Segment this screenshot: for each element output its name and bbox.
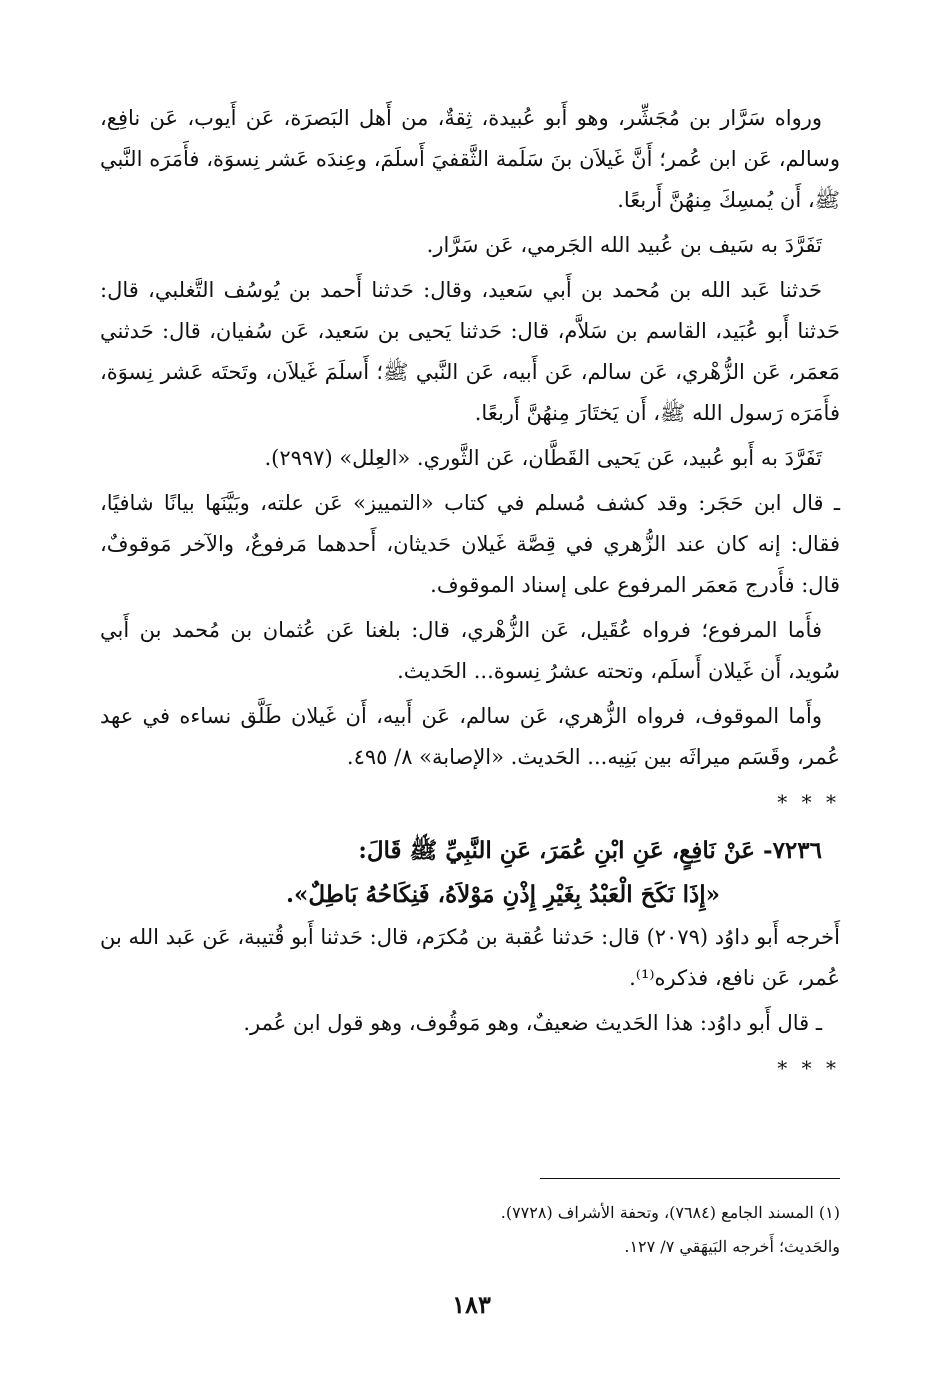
footnotes — [100, 1196, 840, 1264]
main-text — [100, 98, 840, 1095]
paragraph-ibn-hajar: ـ قال ابن حَجَر: وقد كشف مُسلم في كتاب «التمييز» عَن علته، وبَيَّنَها بيانًا شافيًا، فقال: إنه كان عند الزُّهري في قِصَّة غَيلان حَديثان، أَحدهما مَرفوعٌ، والآخر مَوقوفٌ، قال: فأَدرج مَعمَر المرفوع على إسناد الموقوف. — [100, 491, 840, 597]
paragraph-marfu: فأَما المرفوع؛ فرواه عُقَيل، عَن الزُّهْري، قال: بلغنا عَن عُثمان بن مُحمد بن أَبي سُويد، أَن غَيلان أَسلَم، وتحته عشرُ نِسوة... الحَديث. — [100, 618, 840, 683]
hadith-header: ٧٢٣٦- عَنْ نَافِعٍ، عَنِ ابْنِ عُمَرَ، عَنِ النَّبِيِّ ﷺ قَالَ: — [358, 837, 822, 864]
paragraph-tafarrad-abu-ubayd: تَفَرَّدَ به أَبو عُبيد، عَن يَحيى القَطَّان، عَن الثَّوري. «العِلل» (٢٩٩٧). — [264, 446, 822, 470]
paragraph-abu-dawud-comment: ـ قال أَبو داوُد: هذا الحَديث ضعيفٌ، وهو مَوقُوف، وهو قول ابن عُمر. — [243, 1011, 822, 1035]
footnote-1: (١) المسند الجامع (٧٦٨٤)، وتحفة الأشراف (٧٧٢٨). — [500, 1203, 840, 1222]
paragraph-takhrij: أَخرجه أَبو داوُد (٢٠٧٩) قال: حَدثنا عُقبة بن مُكرَم، قال: حَدثنا أَبو قُتيبة، عَن عَبد الله بن عُمر، عَن نافع، فذكره⁽¹⁾. — [100, 925, 840, 990]
footnote-2: والحَديث؛ أَخرجه البَيهَقي ٧/ ١٢٧. — [624, 1237, 840, 1256]
section-separator-end: * * * — [777, 1056, 840, 1080]
section-separator: * * * — [777, 790, 840, 814]
paragraph-tafarrad-sayf: تَفَرَّدَ به سَيف بن عُبيد الله الجَرمي، عَن سَرَّار. — [426, 233, 822, 257]
paragraph-sarrar-narration: ورواه سَرَّار بن مُجَشِّر، وهو أَبو عُبيدة، ثِقةٌ، من أَهل البَصرَة، عَن أَيوب، عَن نافِع، وسالم، عَن ابن عُمر؛ أَنَّ غَيلاَن بنَ سَلَمة الثَّقفيَ أَسلَمَ، وعِندَه عَشر نِسوَة، فأَمَرَه النَّبي ﷺ، أَن يُمسِكَ مِنهُنَّ أَربعًا. — [100, 106, 840, 212]
hadith-text: «إِذَا نَكَحَ الْعَبْدُ بِغَيْرِ إِذْنِ مَوْلاَهُ، فَنِكَاحُهُ بَاطِلٌ». — [285, 881, 720, 908]
footnote-divider — [540, 1178, 840, 1179]
hadith-block — [100, 829, 840, 917]
page-number: ١٨٣ — [452, 1290, 491, 1319]
paragraph-mawquf: وأَما الموقوف، فرواه الزُّهري، عَن سالم، عَن أَبيه، أَن غَيلان طَلَّق نساءه في عهد عُمر، وقَسَم ميراثَه بين بَنِيه... الحَديث. «الإصابة» ٨/ ٤٩٥. — [100, 704, 840, 769]
paragraph-isnad-abu-ubayd: حَدثنا عَبد الله بن مُحمد بن أَبي سَعيد، وقال: حَدثنا أَحمد بن يُوسُف التَّغلبي، قال: حَدثنا أَبو عُبَيد، القاسم بن سَلاَّم، قال: حَدثنا يَحيى بن سَعيد، عَن سُفيان، قال: حَدثني مَعمَر، عَن الزُّهْري، عَن سالم، عَن أَبيه، عَن النَّبي ﷺ؛ أَسلَمَ غَيلاَن، وتَحتَه عَشر نِسوَة، فأَمَرَه رَسول الله ﷺ، أَن يَختَارَ مِنهُنَّ أَربعًا. — [100, 278, 840, 425]
